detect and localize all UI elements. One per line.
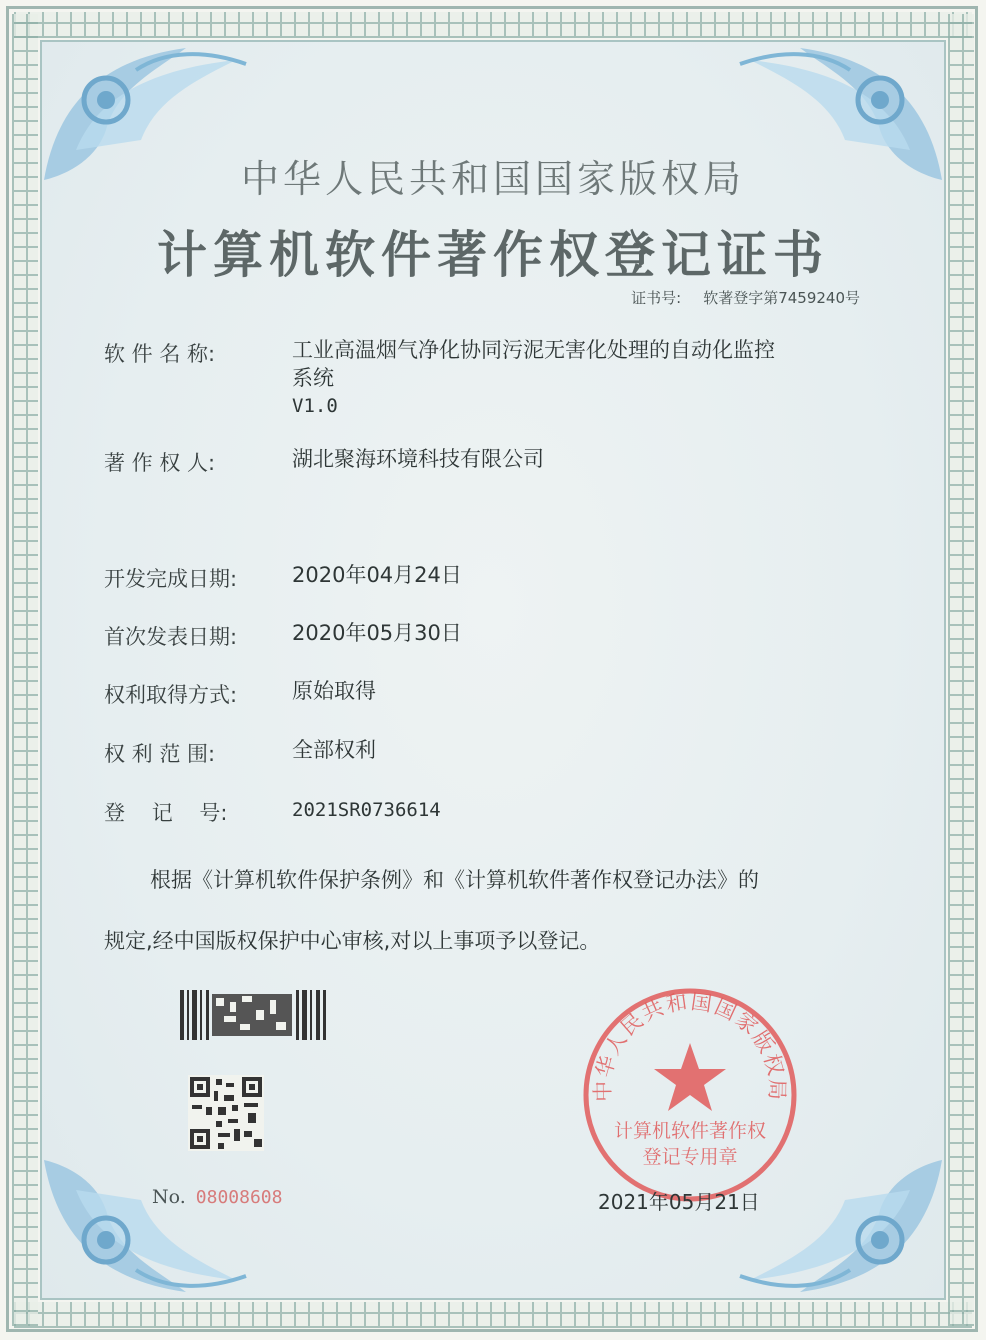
- copyright-holder-value: 湖北聚海环境科技有限公司: [292, 447, 544, 471]
- registration-number-label: 登 记 号:: [104, 801, 228, 825]
- software-name-line1: 工业高温烟气净化协同污泥无害化处理的自动化监控: [292, 338, 775, 362]
- copyright-holder-label: 著 作 权 人:: [104, 451, 216, 475]
- serial-number-label: No.: [152, 1186, 186, 1208]
- certificate-number-value: 软著登字第7459240号: [703, 289, 860, 307]
- completion-date-label: 开发完成日期:: [104, 567, 238, 591]
- acquire-method-label: 权利取得方式:: [104, 683, 238, 707]
- publish-date-label: 首次发表日期:: [104, 625, 238, 649]
- seal-inner-text-2: 登记专用章: [642, 1146, 738, 1168]
- official-seal: [580, 985, 800, 1205]
- completion-date-value: 2020年04月24日: [292, 563, 462, 587]
- statement-line-2: 规定,经中国版权保护中心审核,对以上事项予以登记。: [104, 929, 601, 953]
- issue-date: 2021年05月21日: [598, 1190, 760, 1214]
- authority-title: 中华人民共和国国家版权局: [240, 157, 745, 201]
- statement-line-1: 根据《计算机软件保护条例》和《计算机软件著作权登记办法》的: [150, 868, 759, 892]
- barcode: [180, 990, 328, 1040]
- software-version: V1.0: [292, 395, 338, 417]
- serial-number: [152, 1186, 282, 1208]
- publish-date-value: 2020年05月30日: [292, 621, 462, 645]
- registration-number-value: 2021SR0736614: [292, 799, 441, 821]
- acquire-method-value: 原始取得: [292, 679, 376, 703]
- fret-border-left: [12, 14, 38, 1326]
- seal-inner-text-1: 计算机软件著作权: [613, 1120, 767, 1142]
- certificate-title: 计算机软件著作权登记证书: [157, 226, 829, 284]
- rights-scope-label: 权 利 范 围:: [104, 742, 216, 766]
- certificate-number: [631, 287, 860, 308]
- fret-border-right: [948, 14, 974, 1326]
- corner-ornament-bottom-left: [36, 1150, 266, 1310]
- certificate-number-label: 证书号:: [631, 289, 682, 307]
- rights-scope-value: 全部权利: [292, 738, 376, 762]
- software-name-value: [292, 336, 775, 420]
- serial-number-value: 08008608: [195, 1187, 283, 1208]
- seal-outer-text: 中华人民共和国国家版权局: [590, 989, 790, 1102]
- qr-code: [188, 1075, 264, 1151]
- software-name-label: 软 件 名 称:: [104, 342, 216, 366]
- software-name-line2: 系统: [292, 366, 334, 390]
